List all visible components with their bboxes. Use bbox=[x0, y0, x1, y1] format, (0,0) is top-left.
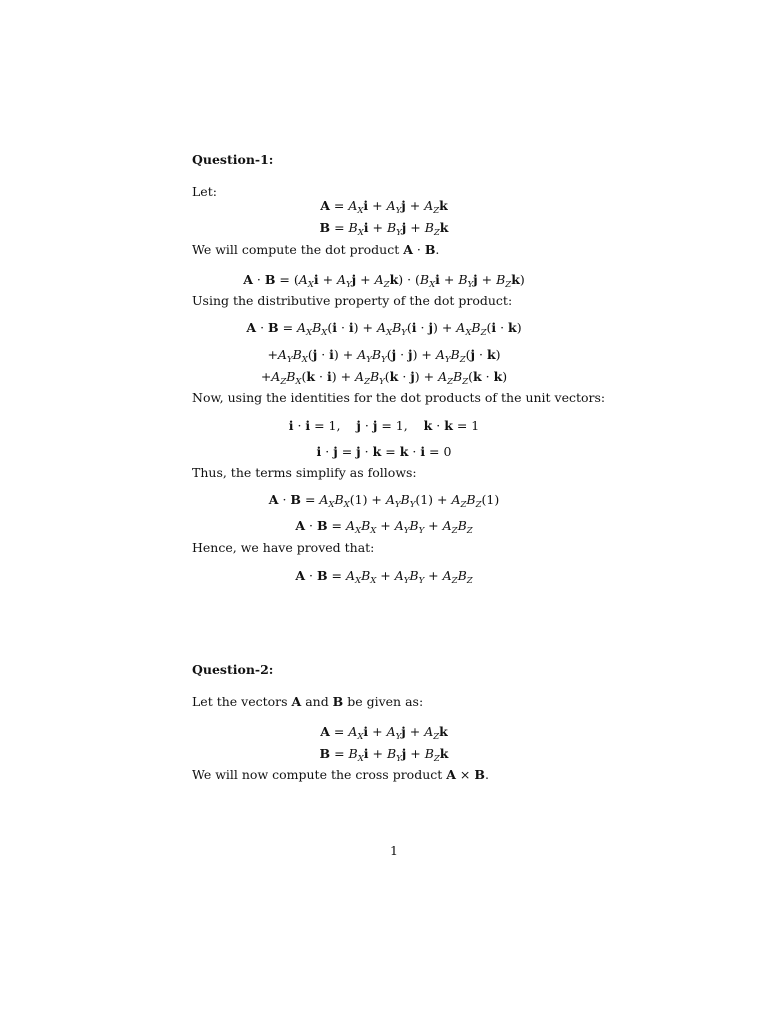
simplify-text: Thus, the terms simplify as follows: bbox=[192, 465, 417, 480]
identities-text: Now, using the identities for the dot products of the unit vectors: bbox=[192, 390, 606, 405]
equation-dot-expansion: $A \cdot B = (A_Xi + A_Yj + A_Zk) \cdot (B_Xi + B_Yj + B_Zk)$ bbox=[243, 272, 525, 290]
question-2-heading: Question-2: bbox=[192, 662, 274, 677]
hence-text: Hence, we have proved that: bbox=[192, 540, 375, 555]
equation-distributive-line-2: $+A_YB_X(j \cdot i) + A_YB_Y(j \cdot j) + A_YB_Z(j \cdot k)$ bbox=[267, 347, 501, 365]
page-number: 1 bbox=[390, 843, 398, 858]
let-vectors-text: Let the vectors A and B be given as: bbox=[192, 694, 424, 709]
equation-distributive-line-3: $+A_ZB_X(k \cdot i) + A_ZB_Y(k \cdot j) + A_ZB_Z(k \cdot k)$ bbox=[260, 369, 508, 387]
equation-distributive-line-1: $A \cdot B = A_XB_X(i \cdot i) + A_XB_Y(i \cdot j) + A_XB_Z(i \cdot k)$ bbox=[246, 320, 522, 338]
equation-unit-identities: i · i = 1, j · j = 1, k · k = 1 bbox=[288, 418, 480, 433]
equation-orthogonal-identities: i · j = j · k = k · i = 0 bbox=[316, 444, 452, 459]
distributive-text: Using the distributive property of the dot product: bbox=[192, 293, 513, 308]
compute-dot-text: We will compute the dot product A · B. bbox=[192, 242, 440, 257]
question-1-heading: Question-1: bbox=[192, 152, 274, 167]
equation-b-definition-2: $B = B_Xi + B_Yj + B_Zk$ bbox=[319, 746, 449, 764]
equation-a-definition: $A = A_Xi + A_Yj + A_Zk$ bbox=[320, 198, 448, 216]
let-text: Let: bbox=[192, 184, 217, 199]
equation-simplified: $A \cdot B = A_XB_X + A_YB_Y + A_ZB_Z$ bbox=[295, 518, 473, 536]
equation-a-definition-2: $A = A_Xi + A_Yj + A_Zk$ bbox=[320, 724, 448, 742]
equation-b-definition: $B = B_Xi + B_Yj + B_Zk$ bbox=[319, 220, 449, 238]
equation-result: $A \cdot B = A_XB_X + A_YB_Y + A_ZB_Z$ bbox=[295, 568, 473, 586]
compute-cross-text: We will now compute the cross product A × B. bbox=[192, 767, 489, 782]
equation-simplified-ones: $A \cdot B = A_XB_X(1) + A_YB_Y(1) + A_ZB_Z(1)$ bbox=[268, 492, 500, 510]
